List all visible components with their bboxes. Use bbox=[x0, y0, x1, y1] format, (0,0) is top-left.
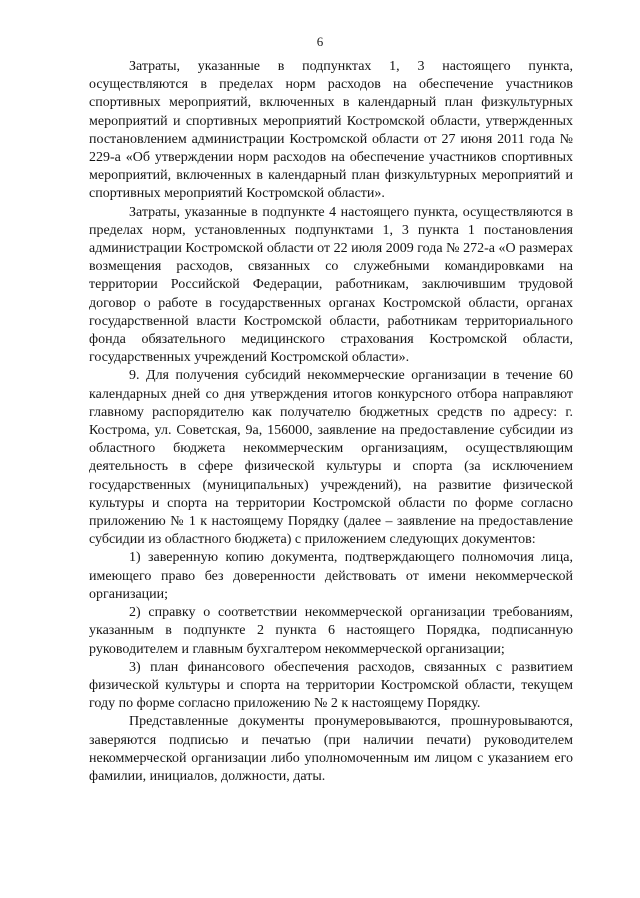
paragraph-document-3: 3) план финансового обеспечения расходов, связанных с развитием физической культуры и спорта на территории Костромской области, текущем году по форме согласно приложению № 2 к настоящему Порядку. bbox=[89, 659, 573, 712]
paragraph-costs-subitem-4: Затраты, указанные в подпункте 4 настоящего пункта, осуществляются в пределах норм, установленных подпунктами 1, 3 пункта 1 постановления администрации Костромской области от 22 июля 2009 года № 272-а «О размерах возмещения расходов, связанных со служебными командировками на территории Российской Федерации, работникам, заключившим трудовой договор о работе в государственных органах Костромской области, органах государственной власти Костромской области, работникам территориального фонда обязательного медицинского страхования Костромской области, государственных учреждений Костромской области». bbox=[89, 204, 573, 366]
document-body bbox=[89, 58, 573, 786]
paragraph-item-9: 9. Для получения субсидий некоммерческие организации в течение 60 календарных дней со дня утверждения итогов конкурсного отбора направляют главному распорядителю как получателю бюджетных средств по адресу: г. Кострома, ул. Советская, 9а, 156000, заявление на предоставление субсидии из областного бюджета некоммерческим организациям, осуществляющим деятельность в сфере физической культуры и спорта (за исключением государственных (муниципальных) учреждений), на развитие физической культуры и спорта на территории Костромской области по форме согласно приложению № 1 к настоящему Порядку (далее – заявление на предоставление субсидии из областного бюджета) с приложением следующих документов: bbox=[89, 368, 573, 548]
paragraph-document-1: 1) заверенную копию документа, подтверждающего полномочия лица, имеющего право без доверенности действовать от имени некоммерческой организации; bbox=[89, 550, 573, 602]
paragraph-document-2: 2) справку о соответствии некоммерческой организации требованиям, указанным в подпункте 2 пункта 6 настоящего Порядка, подписанную руководителем и главным бухгалтером некоммерческой организации; bbox=[89, 605, 573, 657]
page-number: 6 bbox=[316, 34, 324, 49]
paragraph-costs-subitems-1-3: Затраты, указанные в подпунктах 1, 3 настоящего пункта, осуществляются в пределах норм расходов на обеспечение участников спортивных мероприятий, включенных в календарный план физкультурных мероприятий и спортивных мероприятий Костромской области, утвержденных постановлением администрации Костромской области от 27 июня 2011 года № 229-а «Об утверждении норм расходов на обеспечение участников спортивных мероприятий, включенных в календарный план физкультурных мероприятий и спортивных мероприятий Костромской области». bbox=[89, 59, 573, 202]
paragraph-documents-certification: Представленные документы пронумеровываются, прошнуровываются, заверяются подписью и печатью (при наличии печати) руководителем некоммерческой организации либо уполномоченным им лицом с указанием его фамилии, инициалов, должности, даты. bbox=[89, 714, 573, 784]
